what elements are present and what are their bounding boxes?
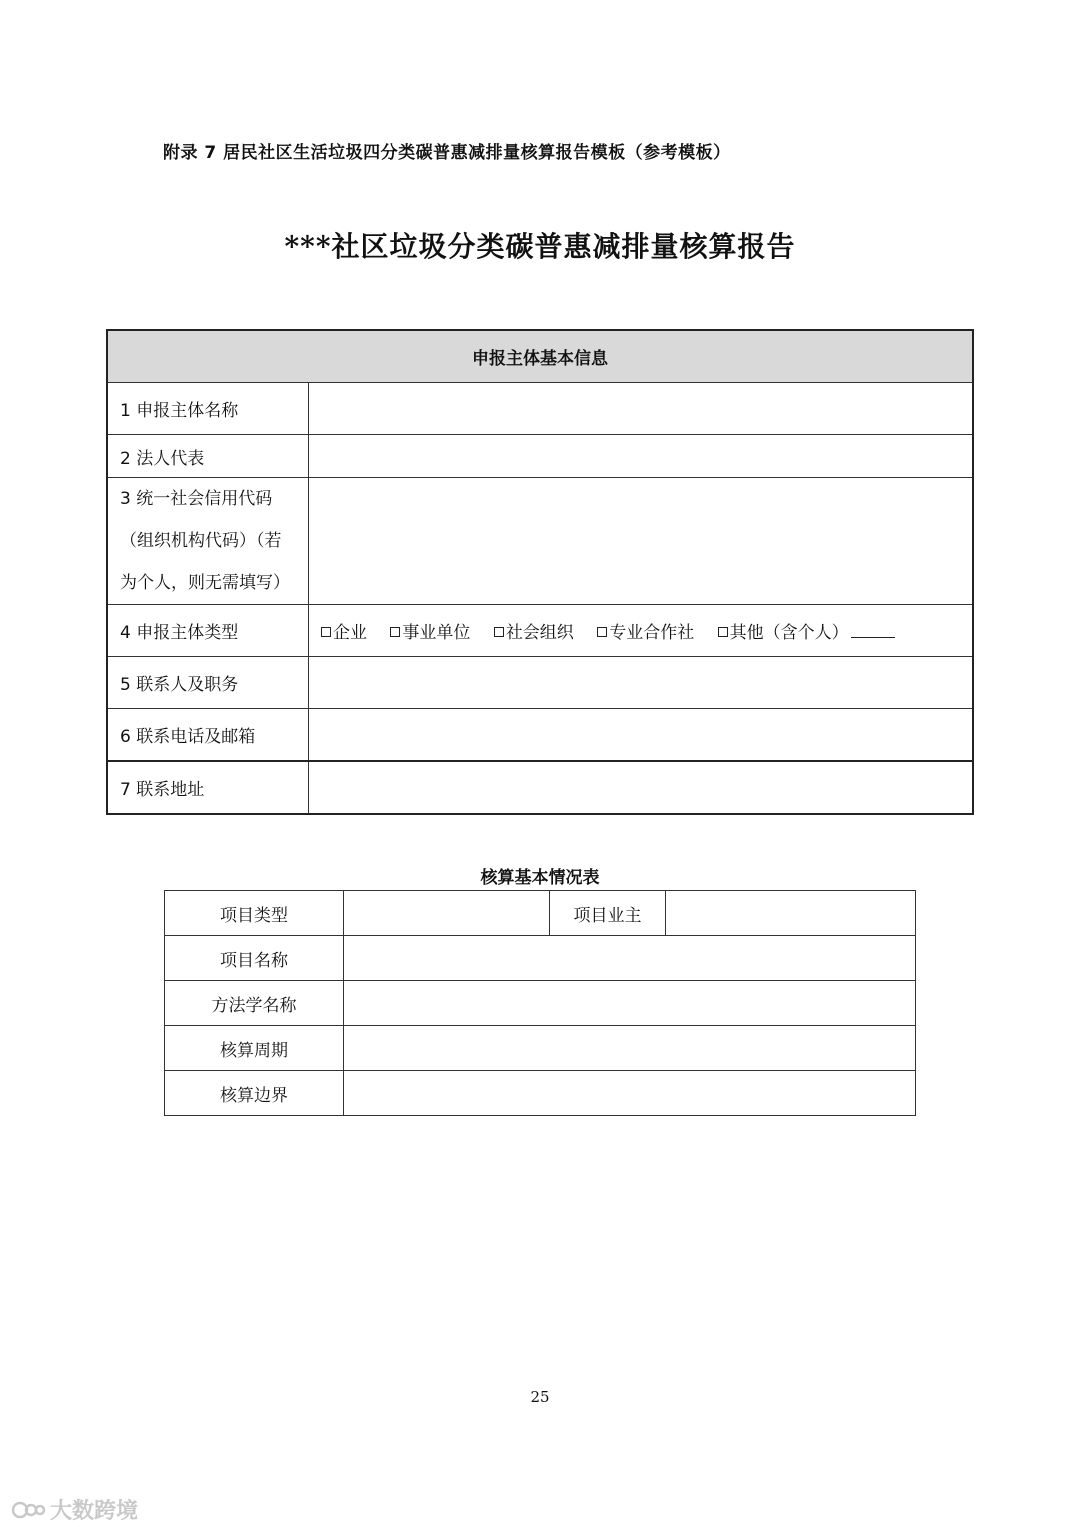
period-value xyxy=(344,1026,916,1071)
project-owner-value xyxy=(666,891,916,936)
contact-phone-label: 6 联系电话及邮箱 xyxy=(107,709,309,762)
methodology-label: 方法学名称 xyxy=(165,981,344,1026)
option-other[interactable] xyxy=(718,623,895,643)
project-owner-label: 项目业主 xyxy=(550,891,666,936)
table-row xyxy=(165,981,916,1026)
option-institution[interactable] xyxy=(390,623,470,643)
contact-person-label: 5 联系人及职务 xyxy=(107,657,309,709)
table-header-row xyxy=(107,330,973,383)
table-row xyxy=(107,605,973,657)
watermark xyxy=(12,1494,138,1525)
contact-address-value xyxy=(309,761,974,814)
report-title: ***社区垃圾分类碳普惠减排量核算报告 xyxy=(284,230,796,263)
project-name-label: 项目名称 xyxy=(165,936,344,981)
watermark-text: 大数跨境 xyxy=(50,1499,139,1524)
checkbox-icon[interactable] xyxy=(597,627,607,637)
table-row xyxy=(165,936,916,981)
legal-rep-value xyxy=(309,435,974,478)
applicant-type-label: 4 申报主体类型 xyxy=(107,605,309,657)
option-social-org[interactable] xyxy=(494,623,574,643)
option-cooperative[interactable] xyxy=(597,623,694,643)
table-row xyxy=(107,657,973,709)
option-label: 企业 xyxy=(333,623,367,643)
project-type-value xyxy=(344,891,550,936)
option-label: 社会组织 xyxy=(505,623,574,643)
credit-code-value xyxy=(309,478,974,605)
fill-in-blank[interactable] xyxy=(851,623,895,638)
checkbox-icon[interactable] xyxy=(494,627,504,637)
credit-code-label xyxy=(107,478,309,605)
table-row xyxy=(107,478,973,605)
checkbox-icon[interactable] xyxy=(321,627,331,637)
table-row xyxy=(107,761,973,814)
option-label: 其他（含个人） xyxy=(729,623,849,643)
credit-code-label-line: 为个人，则无需填写） xyxy=(120,573,290,593)
project-name-value xyxy=(344,936,916,981)
checkbox-icon[interactable] xyxy=(718,627,728,637)
table-row xyxy=(165,1071,916,1116)
table-row xyxy=(165,1026,916,1071)
basic-info-table xyxy=(106,329,974,815)
methodology-value xyxy=(344,981,916,1026)
boundary-value xyxy=(344,1071,916,1116)
logo-icon xyxy=(12,1499,46,1521)
applicant-type-options xyxy=(309,605,974,657)
credit-code-label-line: 3 统一社会信用代码 xyxy=(120,489,273,509)
contact-phone-value xyxy=(309,709,974,762)
contact-person-value xyxy=(309,657,974,709)
table-row xyxy=(107,383,973,435)
accounting-table-title: 核算基本情况表 xyxy=(480,868,600,888)
period-label: 核算周期 xyxy=(165,1026,344,1071)
option-label: 事业单位 xyxy=(402,623,471,643)
accounting-table xyxy=(164,890,916,1116)
applicant-name-label: 1 申报主体名称 xyxy=(107,383,309,435)
table-row xyxy=(165,891,916,936)
option-label: 专业合作社 xyxy=(609,623,695,643)
applicant-name-value xyxy=(309,383,974,435)
page-number: 25 xyxy=(530,1388,550,1406)
project-type-label: 项目类型 xyxy=(165,891,344,936)
table-header: 申报主体基本信息 xyxy=(107,330,973,383)
credit-code-label-line: （组织机构代码）（若 xyxy=(120,531,282,551)
table-row xyxy=(107,435,973,478)
contact-address-label: 7 联系地址 xyxy=(107,761,309,814)
boundary-label: 核算边界 xyxy=(165,1071,344,1116)
option-enterprise[interactable] xyxy=(321,623,367,643)
appendix-title: 附录 7 居民社区生活垃圾四分类碳普惠减排量核算报告模板（参考模板） xyxy=(163,143,731,163)
checkbox-icon[interactable] xyxy=(390,627,400,637)
table-row xyxy=(107,709,973,762)
legal-rep-label: 2 法人代表 xyxy=(107,435,309,478)
